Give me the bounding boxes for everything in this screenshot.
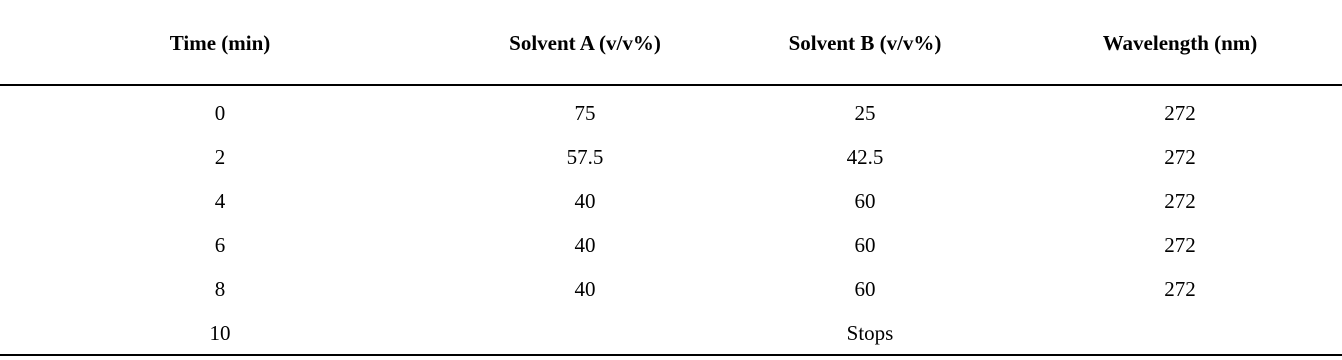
cell-solvent-a: 75 xyxy=(574,101,596,125)
table-row xyxy=(0,179,1342,223)
header-time: Time (min) xyxy=(169,31,271,55)
cell-solvent-b: 42.5 xyxy=(846,145,884,169)
cell-solvent-b: 60 xyxy=(854,277,876,301)
table-header-row xyxy=(0,0,1342,86)
cell-wavelength: 272 xyxy=(1164,145,1196,169)
bottom-rule xyxy=(0,354,1342,356)
cell-wavelength: 272 xyxy=(1164,277,1196,301)
cell-solvent-b: 25 xyxy=(854,101,876,125)
cell-wavelength: 272 xyxy=(1164,233,1196,257)
cell-stops-note: Stops xyxy=(846,321,894,345)
cell-solvent-a: 40 xyxy=(574,189,596,213)
cell-time: 6 xyxy=(214,233,226,257)
cell-time: 0 xyxy=(214,101,226,125)
cell-solvent-b: 60 xyxy=(854,189,876,213)
cell-solvent-a: 40 xyxy=(574,277,596,301)
table-row xyxy=(0,135,1342,179)
cell-time: 4 xyxy=(214,189,226,213)
cell-solvent-b: 60 xyxy=(854,233,876,257)
table-row-final xyxy=(0,311,1342,355)
table-row xyxy=(0,267,1342,311)
cell-solvent-a: 57.5 xyxy=(566,145,604,169)
cell-time: 10 xyxy=(209,321,231,345)
table-row xyxy=(0,91,1342,135)
cell-time: 2 xyxy=(214,145,226,169)
cell-wavelength: 272 xyxy=(1164,101,1196,125)
cell-time: 8 xyxy=(214,277,226,301)
table-row xyxy=(0,223,1342,267)
cell-solvent-a: 40 xyxy=(574,233,596,257)
header-wavelength: Wavelength (nm) xyxy=(1102,31,1258,55)
header-solvent-a: Solvent A (v/v%) xyxy=(509,31,661,55)
cell-wavelength: 272 xyxy=(1164,189,1196,213)
header-rule xyxy=(0,84,1342,86)
header-solvent-b: Solvent B (v/v%) xyxy=(788,31,942,55)
